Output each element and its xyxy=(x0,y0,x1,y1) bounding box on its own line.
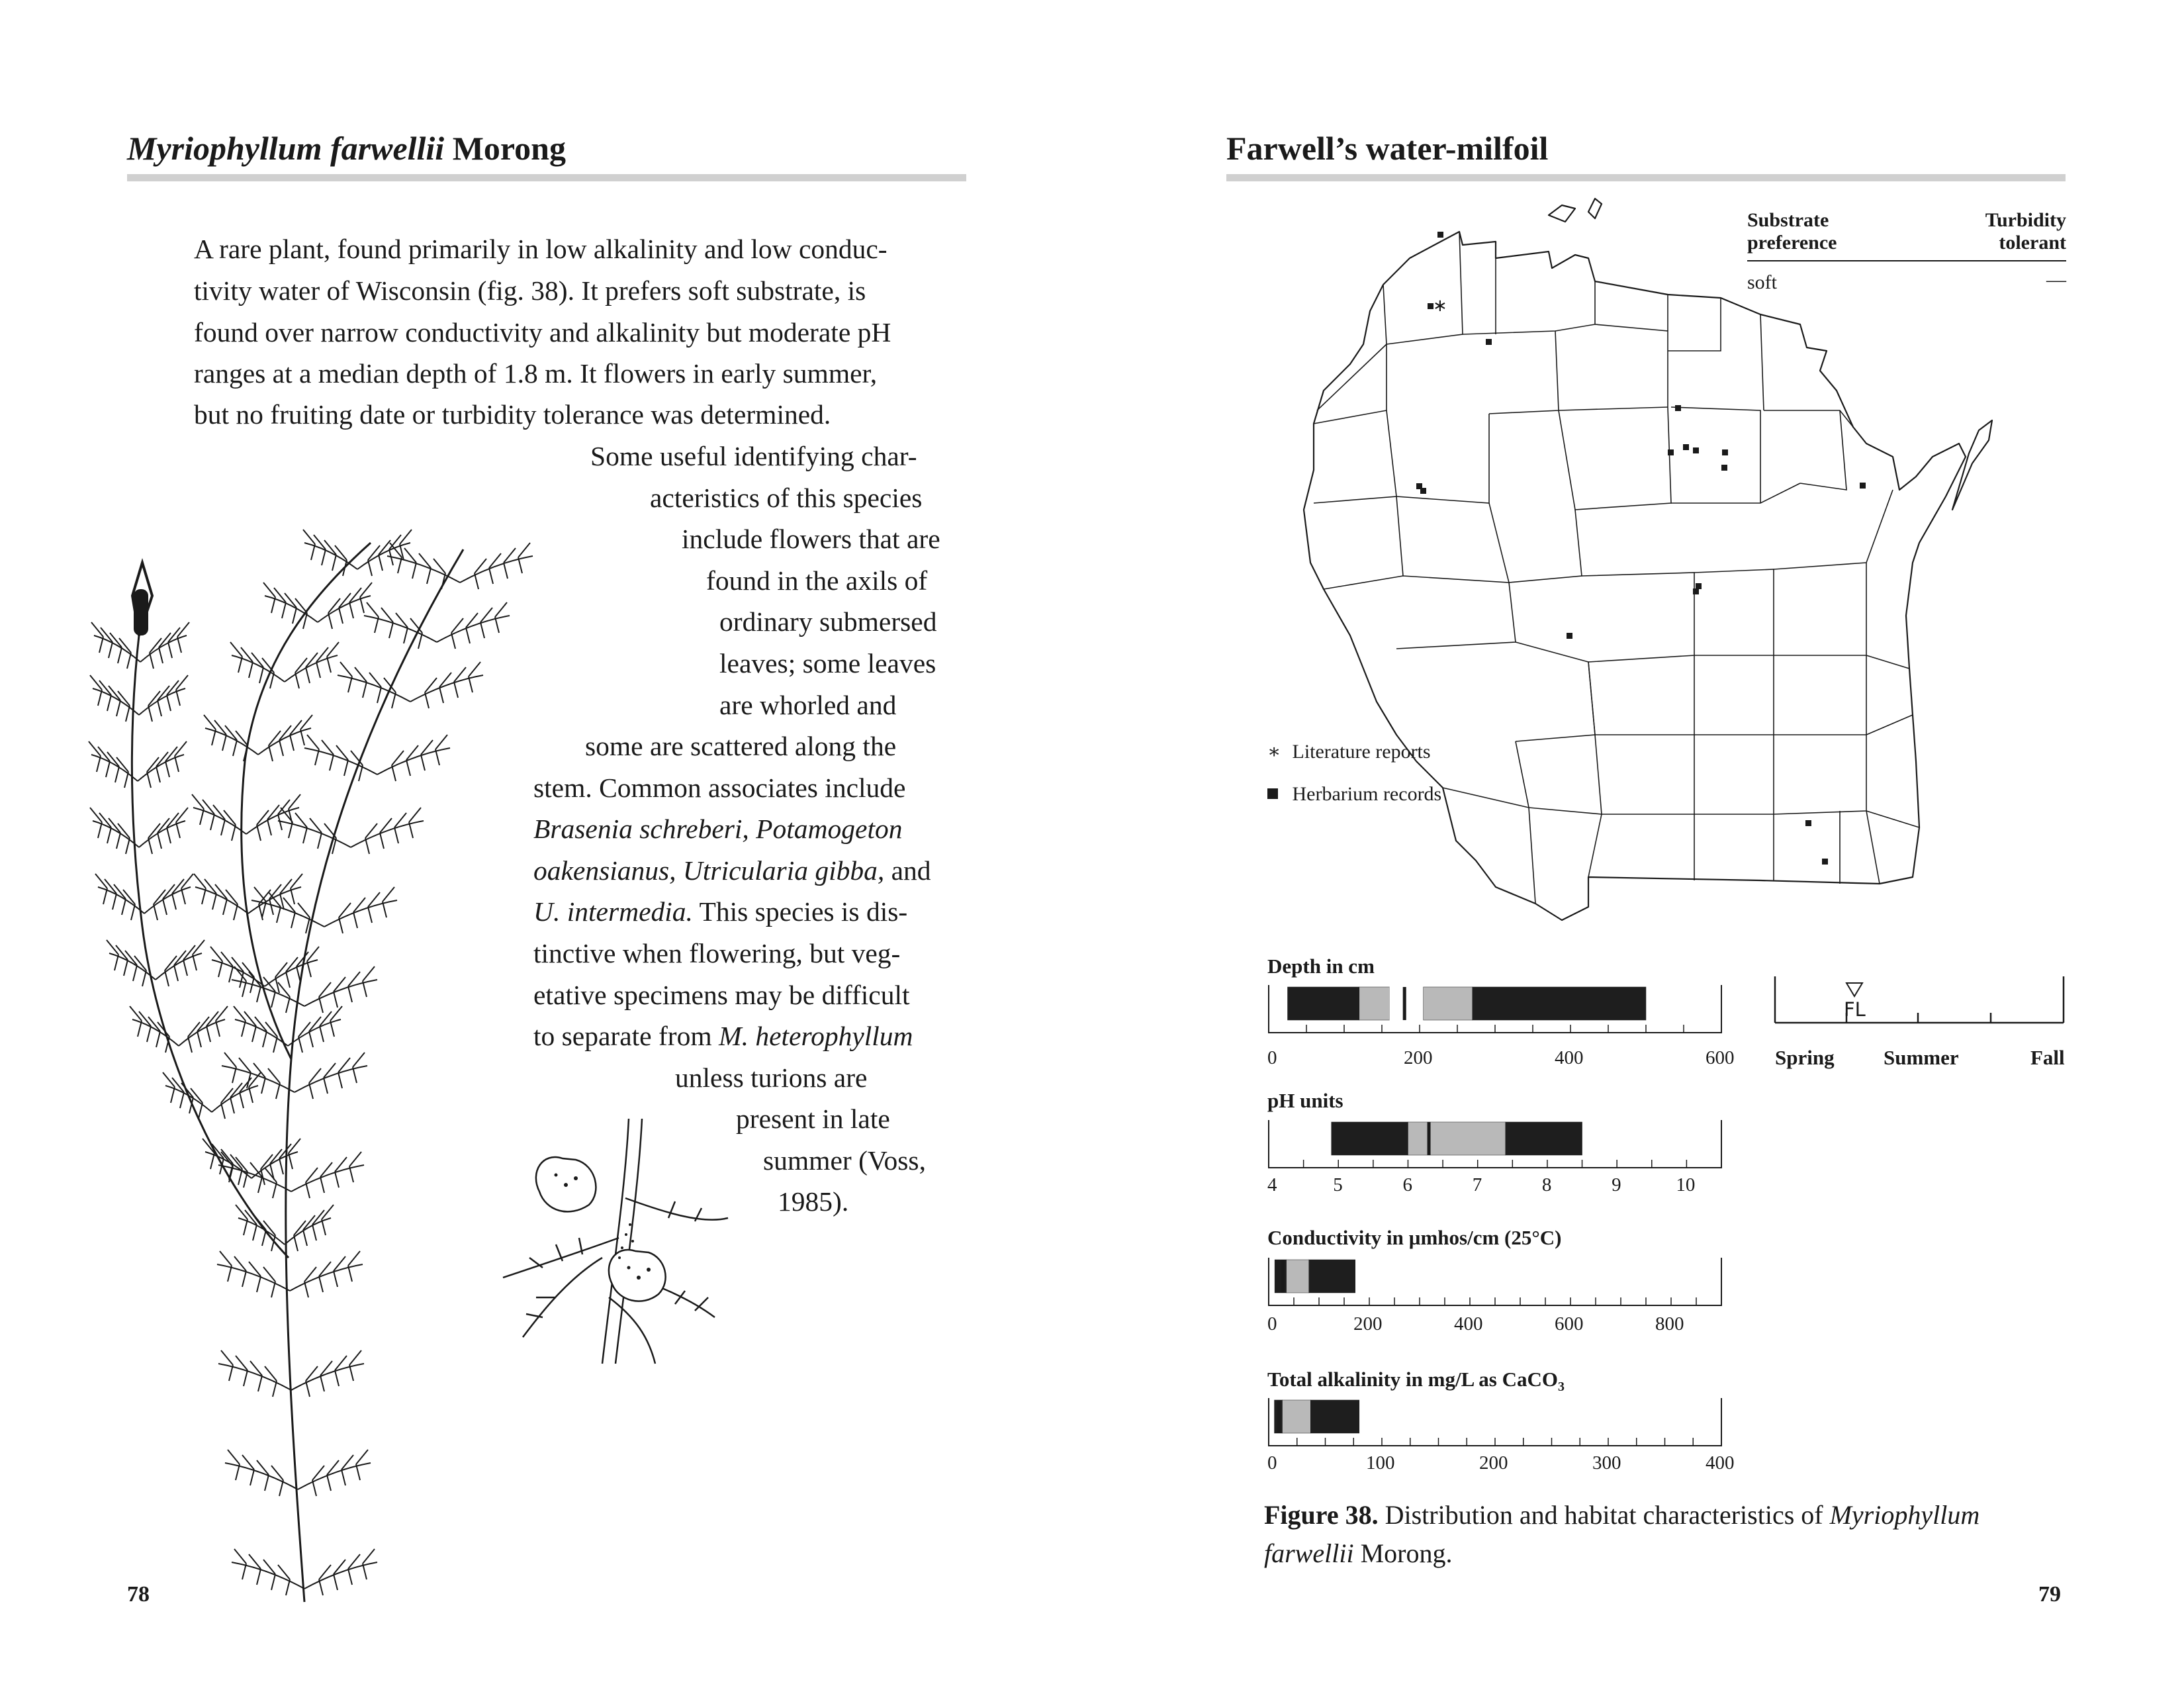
left-page-number: 78 xyxy=(127,1582,150,1607)
tick-label: 0 xyxy=(1267,1047,1277,1068)
tick-label: 0 xyxy=(1267,1452,1277,1474)
range-bar-chart xyxy=(1267,985,1723,1037)
legend-herbarium-label: Herbarium records xyxy=(1292,783,1442,805)
italic-species-name: Brasenia schreberi, Potamogeton xyxy=(533,814,903,844)
description-line: unless turions are xyxy=(675,1062,868,1093)
tick-label: 7 xyxy=(1472,1174,1482,1196)
description-fragment: to separate from xyxy=(533,1021,719,1051)
description-line: ranges at a median depth of 1.8 m. It flowers in early summer, xyxy=(194,358,878,389)
description-line: Some useful identifying char- xyxy=(590,441,917,471)
italic-species-name: oakensianus, Utricularia gibba, xyxy=(533,855,885,886)
range-bar-chart xyxy=(1267,1120,1723,1172)
substrate-value: soft xyxy=(1747,271,1777,293)
tick-label: 10 xyxy=(1676,1174,1696,1196)
flowering-marker-label: FL xyxy=(1844,998,1866,1021)
timeline-summer: Summer xyxy=(1884,1046,1959,1069)
range-bar-chart xyxy=(1267,1258,1723,1309)
range-segment xyxy=(1424,987,1473,1020)
right-title-rule xyxy=(1226,174,2066,181)
chart-title-subscript: 3 xyxy=(1557,1380,1565,1395)
description-line: found in the axils of xyxy=(706,565,928,596)
caption-label: Figure 38. xyxy=(1264,1500,1379,1530)
tick-label: 100 xyxy=(1366,1452,1395,1474)
tick-label: 600 xyxy=(1555,1313,1584,1335)
substrate-header: Substrate preference xyxy=(1747,209,1837,254)
range-segment xyxy=(1408,1122,1505,1155)
range-segment xyxy=(1310,1400,1359,1433)
legend-herbarium xyxy=(1267,783,1441,806)
caption-species: Myriophyllum farwellii xyxy=(1264,1500,1980,1568)
range-segment xyxy=(1506,1122,1582,1155)
tick-label: 200 xyxy=(1404,1047,1433,1068)
phenology-timeline xyxy=(1774,976,2065,1043)
chart-title: Conductivity in µmhos/cm (25°C) xyxy=(1267,1226,1562,1249)
filled-square-icon xyxy=(1267,788,1278,799)
description-line: include flowers that are xyxy=(682,524,940,554)
description-line: tinctive when flowering, but veg- xyxy=(533,938,901,968)
chart-title: pH units xyxy=(1267,1089,1343,1112)
description-line xyxy=(533,816,902,843)
caption-text: Distribution and habitat characteristics of xyxy=(1378,1500,1830,1530)
description-line xyxy=(533,898,907,926)
description-line: acteristics of this species xyxy=(650,483,923,513)
range-segment xyxy=(1332,1122,1408,1155)
range-segment xyxy=(1389,987,1423,1020)
legend-literature-label: Literature reports xyxy=(1292,741,1431,763)
timeline-fall: Fall xyxy=(2030,1046,2065,1069)
turbidity-value: — xyxy=(2046,269,2066,291)
right-page-title: Farwell’s water-milfoil xyxy=(1226,130,1549,167)
literature-report-marker: ∗ xyxy=(1433,296,1447,316)
range-segment xyxy=(1359,987,1390,1020)
tick-label: 400 xyxy=(1555,1047,1584,1068)
description-line: present in late xyxy=(736,1103,890,1134)
description-fragment: This species is dis- xyxy=(692,896,908,927)
description-line: found over narrow conductivity and alkalinity but moderate pH xyxy=(194,317,891,348)
tick-label: 6 xyxy=(1402,1174,1412,1196)
left-page-title xyxy=(127,129,566,167)
chart-title: Depth in cm xyxy=(1267,955,1375,978)
range-bar-chart xyxy=(1267,1398,1723,1450)
right-page-number: 79 xyxy=(2038,1582,2061,1607)
tick-label: 8 xyxy=(1541,1174,1552,1196)
tick-label: 800 xyxy=(1655,1313,1684,1335)
chart-title: Total alkalinity in mg/L as CaCO$_3$ xyxy=(1267,1368,1565,1395)
description-line: 1985). xyxy=(778,1186,849,1217)
description-line: some are scattered along the xyxy=(585,731,897,761)
description-line: are whorled and xyxy=(719,690,897,720)
description-line: tivity water of Wisconsin (fig. 38). It prefers soft substrate, is xyxy=(194,275,866,306)
tick-label: 0 xyxy=(1267,1313,1277,1335)
description-line: A rare plant, found primarily in low alkalinity and low conduc- xyxy=(194,234,887,264)
caption-author: Morong. xyxy=(1353,1538,1453,1568)
turion-illustration xyxy=(503,1119,735,1364)
asterisk-icon: ∗ xyxy=(1267,741,1281,763)
tick-label: 600 xyxy=(1706,1047,1735,1068)
plant-illustration xyxy=(93,463,490,1602)
italic-species-name: U. intermedia. xyxy=(533,896,693,927)
description-line: but no fruiting date or turbidity tolerance was determined. xyxy=(194,399,831,430)
tick-label: 300 xyxy=(1592,1452,1621,1474)
range-segment xyxy=(1309,1260,1355,1293)
description-line: summer (Voss, xyxy=(763,1145,926,1176)
description-line: etative specimens may be difficult xyxy=(533,980,910,1010)
tick-label: 200 xyxy=(1479,1452,1508,1474)
figure-caption xyxy=(1264,1496,2071,1573)
description-line: leaves; some leaves xyxy=(719,648,936,679)
range-segment xyxy=(1473,987,1646,1020)
wisconsin-county-map xyxy=(1297,192,1999,927)
description-line: ordinary submersed xyxy=(719,606,937,637)
description-line xyxy=(533,1023,913,1051)
range-segment xyxy=(1283,1400,1311,1433)
title-author: Morong xyxy=(452,130,566,167)
tick-label: 5 xyxy=(1333,1174,1343,1196)
timeline-spring: Spring xyxy=(1775,1046,1835,1069)
italic-species-name: M. heterophyllum xyxy=(719,1021,913,1051)
description-line xyxy=(533,857,931,885)
left-title-rule xyxy=(127,174,966,181)
title-species: Myriophyllum farwellii xyxy=(127,130,445,167)
tick-label: 4 xyxy=(1267,1174,1277,1196)
range-segment xyxy=(1287,1260,1309,1293)
tick-label: 400 xyxy=(1454,1313,1483,1335)
description-fragment: and xyxy=(884,855,931,886)
tick-label: 400 xyxy=(1706,1452,1735,1474)
description-line: stem. Common associates include xyxy=(533,773,906,803)
turbidity-header: Turbidity tolerant xyxy=(1985,209,2066,254)
range-segment xyxy=(1275,1260,1286,1293)
legend-literature xyxy=(1267,740,1431,763)
tick-label: 200 xyxy=(1353,1313,1383,1335)
tick-label: 9 xyxy=(1612,1174,1621,1196)
range-segment xyxy=(1288,987,1359,1020)
